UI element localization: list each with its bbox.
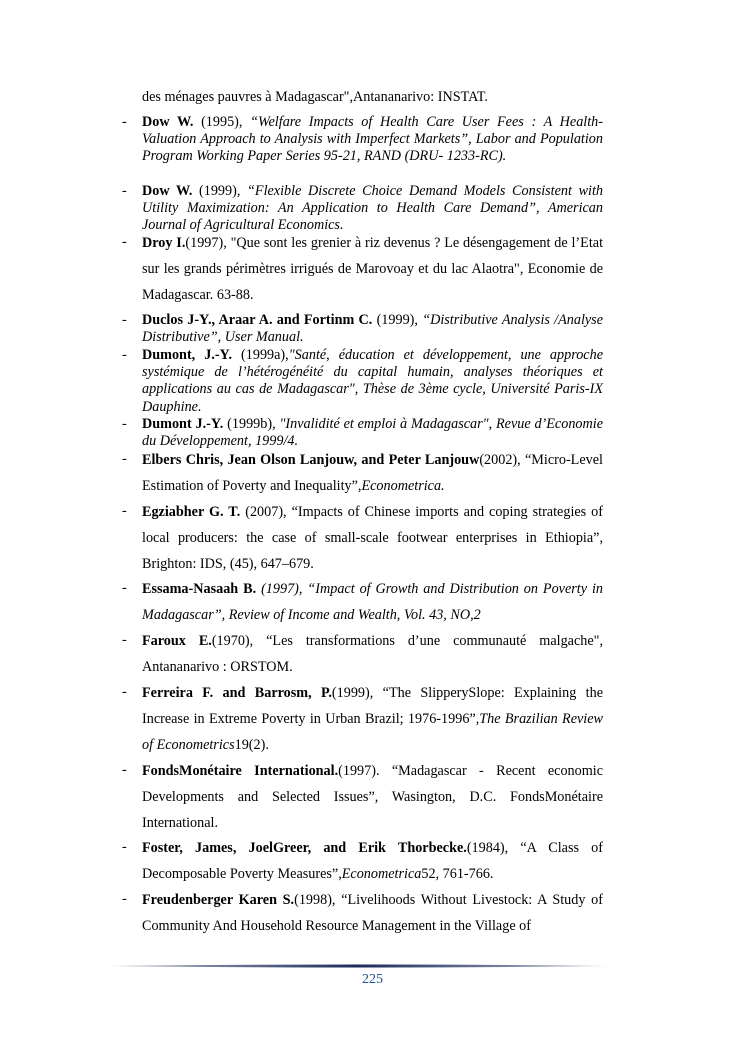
continuation-line: des ménages pauvres à Madagascar",Antananarivo: INSTAT. [142, 89, 488, 105]
reference-entry [122, 628, 603, 680]
page-number: 225 [362, 972, 383, 987]
footer-rule [108, 964, 608, 968]
bullet-dash: - [122, 114, 127, 130]
reference-text: 19(2). [234, 737, 269, 753]
reference-author: Foster, James, JoelGreer, and Erik Thorbecke. [142, 840, 467, 856]
bullet-dash: - [122, 312, 127, 328]
reference-text: (1997). “Madagascar - Recent economic Developments and Selected Issues”, Wasington, D.C. FondsMonétaire International. [142, 763, 604, 831]
bullet-dash: - [122, 183, 127, 199]
reference-entry [122, 114, 603, 166]
reference-title: Econometrica. [361, 478, 445, 494]
reference-author: Egziabher G. T. [142, 504, 241, 520]
reference-text: (2002), “Micro-Level Estimation of Poverty and Inequality”, [142, 452, 603, 494]
reference-text: (1999), “The SlipperySlope: Explaining the Increase in Extreme Poverty in Urban Brazil; 1976-1996”, [142, 685, 603, 727]
reference-entry [122, 499, 603, 577]
reference-entry [122, 758, 603, 836]
bullet-dash: - [122, 503, 127, 519]
bullet-dash: - [122, 762, 127, 778]
bullet-dash: - [122, 632, 127, 648]
bullet-dash: - [122, 684, 127, 700]
reference-author: FondsMonétaire International. [142, 763, 339, 779]
reference-author: Dow W. [142, 114, 194, 130]
reference-title: "Santé, éducation et développement, une approche systémique de l’hétérogénéité du capital humain, analyses théoriques et applications au cas de Madagascar", Thèse de 3ème cycle, Université Paris-IX Dauphine. [142, 347, 603, 415]
reference-text: (1998), “Livelihoods Without Livestock: A Study of Community And Household Resource Management in the Village of [142, 892, 603, 934]
reference-text: (1999), [372, 312, 423, 328]
reference-author: Duclos J-Y., Araar A. and Fortinm C. [142, 312, 373, 328]
reference-author: Ferreira F. and Barrosm, P. [142, 685, 332, 701]
bullet-dash: - [122, 347, 127, 363]
reference-title: “Welfare Impacts of Health Care User Fees : A Health-Valuation Approach to Analysis with Imperfect Markets”, Labor and Population Program Working Paper Series 95-21, RAND (DRU- 1233-RC). [142, 114, 603, 165]
reference-entry [122, 680, 603, 758]
reference-title: The Brazilian Review of Econometrics [142, 711, 603, 753]
reference-text: (1999a), [232, 347, 289, 363]
reference-author: Essama-Nasaah B. [142, 581, 257, 597]
reference-title: “Distributive Analysis /Analyse Distributive”, User Manual. [142, 312, 603, 346]
reference-title: Econometrica [341, 866, 422, 882]
reference-text: 52, 761-766. [421, 866, 494, 882]
bullet-dash: - [122, 234, 127, 250]
reference-author: Dumont, J.-Y. [142, 347, 233, 363]
reference-title: (1997), “Impact of Growth and Distribution on Poverty in Madagascar”, Review of Income and Wealth, Vol. 43, NO,2 [142, 581, 604, 623]
reference-author: Dow W. [142, 183, 193, 199]
reference-text: (1970), “Les transformations d’une communauté malgache", Antananarivo : ORSTOM. [142, 633, 603, 675]
reference-entry [122, 312, 603, 346]
reference-text: (1999), [192, 183, 248, 199]
reference-text: (2007), “Impacts of Chinese imports and coping strategies of local producers: the case of small-scale footwear enterprises in Ethiopia”, Brighton: IDS, (45), 647–679. [142, 504, 603, 572]
reference-text: (1995), [193, 114, 251, 130]
reference-author: Faroux E. [142, 633, 212, 649]
reference-author: Droy I. [142, 235, 186, 251]
bullet-dash: - [122, 580, 127, 596]
bullet-dash: - [122, 891, 127, 907]
reference-text: (1997), "Que sont les grenier à riz devenus ? Le désengagement de l’Etat sur les grands périmètres irrigués de Marovoay et du lac Alaotra", Economie de Madagascar. 63-88. [142, 235, 604, 303]
reference-author: Elbers Chris, Jean Olson Lanjouw, and Peter Lanjouw [142, 452, 480, 468]
reference-entry [122, 416, 603, 450]
reference-entry [122, 835, 603, 887]
reference-author: Freudenberger Karen S. [142, 892, 295, 908]
reference-entry [122, 887, 603, 939]
bullet-dash: - [122, 451, 127, 467]
reference-entry [122, 447, 603, 499]
reference-text: (1999b), [223, 416, 280, 432]
reference-title: "Invalidité et emploi à Madagascar", Revue d’Economie du Développement, 1999/4. [142, 416, 603, 450]
reference-entry [122, 230, 603, 308]
bullet-dash: - [122, 839, 127, 855]
reference-entry [122, 576, 603, 628]
reference-author: Dumont J.-Y. [142, 416, 224, 432]
reference-entry [122, 183, 603, 235]
reference-title: “Flexible Discrete Choice Demand Models Consistent with Utility Maximization: An Application to Health Care Demand”, American Journal of Agricultural Economics. [142, 183, 604, 234]
reference-text: (1984), “A Class of Decomposable Poverty Measures”, [142, 840, 603, 882]
bullet-dash: - [122, 416, 127, 432]
reference-entry [122, 347, 603, 416]
